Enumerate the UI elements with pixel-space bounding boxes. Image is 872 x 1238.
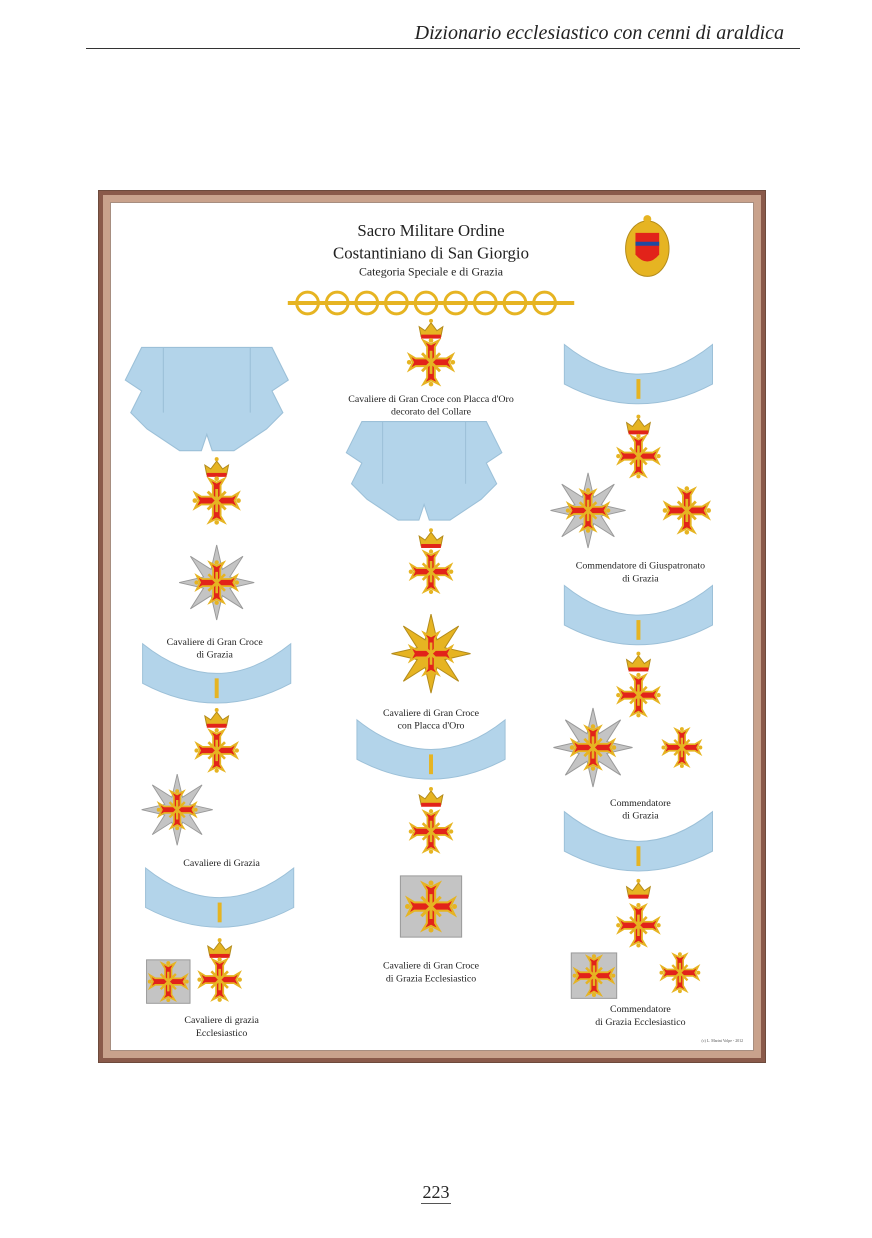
- sash-icon: [346, 422, 502, 521]
- cross-icon: [663, 486, 711, 534]
- cross-icon: [194, 728, 239, 773]
- caption-gc-grazia-line1: Cavaliere di Gran Croce: [166, 636, 263, 648]
- plate-illustration: [111, 203, 753, 1050]
- plate-title-line2: Costantiniano di San Giorgio: [333, 243, 529, 263]
- ribbon-icon: [564, 586, 712, 645]
- crown-icon: [627, 652, 651, 672]
- plate: [110, 202, 754, 1051]
- cross-icon: [616, 673, 661, 718]
- crown-icon: [419, 787, 443, 807]
- cross-icon: [193, 476, 241, 524]
- cross-icon: [407, 338, 455, 386]
- caption-gc-grazia-line2: di Grazia: [196, 649, 233, 661]
- caption-cav-grazia-eccl-line1: Cavaliere di grazia: [184, 1015, 259, 1027]
- running-head: Dizionario ecclesiastico con cenni di araldica: [414, 22, 784, 44]
- caption-gc-grazia-eccl-line2: di Grazia Ecclesiastico: [385, 973, 477, 985]
- cross-icon: [409, 809, 454, 854]
- crown-icon: [205, 457, 229, 477]
- page-number-rule: [421, 1203, 451, 1204]
- plate-frame: [99, 191, 765, 1062]
- ribbon-icon: [146, 868, 294, 927]
- crown-icon: [419, 528, 443, 548]
- coat-of-arms-icon: [626, 215, 669, 276]
- cross-icon: [659, 952, 700, 993]
- crown-icon: [627, 879, 651, 899]
- plate-subtitle: Categoria Speciale e di Grazia: [358, 264, 504, 279]
- caption-gc-placca-line1: Cavaliere di Gran Croce: [382, 707, 480, 719]
- crown-icon: [208, 938, 232, 958]
- caption-gc-grazia-eccl-line1: Cavaliere di Gran Croce: [382, 960, 480, 972]
- caption-collar-line2: decorato del Collare: [391, 406, 471, 418]
- sash-icon: [125, 347, 288, 450]
- crown-icon: [205, 708, 229, 728]
- cross-icon: [409, 549, 454, 594]
- page-number: 223: [422, 1182, 450, 1202]
- caption-gc-placca-line2: con Placca d'Oro: [397, 720, 465, 732]
- caption-comm-giuspatronato-line2: di Grazia: [622, 573, 659, 585]
- collar-chain-icon: [288, 292, 574, 314]
- cross-icon: [616, 903, 661, 948]
- plate-title-line1: Sacro Militare Ordine: [357, 220, 505, 240]
- caption-comm-grazia-line1: Commendatore: [610, 797, 671, 809]
- plate-credit: (c) L. Marini Volpe - 2012: [701, 1037, 744, 1043]
- caption-comm-grazia-eccl-line2: di Grazia Ecclesiastico: [595, 1017, 686, 1029]
- cross-icon: [616, 434, 661, 479]
- caption-comm-grazia-eccl-line1: Commendatore: [610, 1004, 671, 1016]
- header-rule: [86, 48, 800, 49]
- caption-cav-grazia-eccl-line2: Ecclesiastico: [195, 1027, 248, 1039]
- caption-collar-line1: Cavaliere di Gran Croce con Placca d'Oro: [348, 393, 514, 405]
- crown-icon: [419, 319, 443, 339]
- crown-icon: [627, 415, 651, 435]
- caption-cav-grazia: Cavaliere di Grazia: [183, 858, 260, 870]
- caption-comm-grazia-line2: di Grazia: [622, 810, 659, 822]
- cross-icon: [197, 957, 242, 1002]
- cross-icon: [661, 727, 702, 768]
- caption-comm-giuspatronato-line1: Commendatore di Giuspatronato: [575, 560, 706, 572]
- ribbon-icon: [564, 345, 712, 404]
